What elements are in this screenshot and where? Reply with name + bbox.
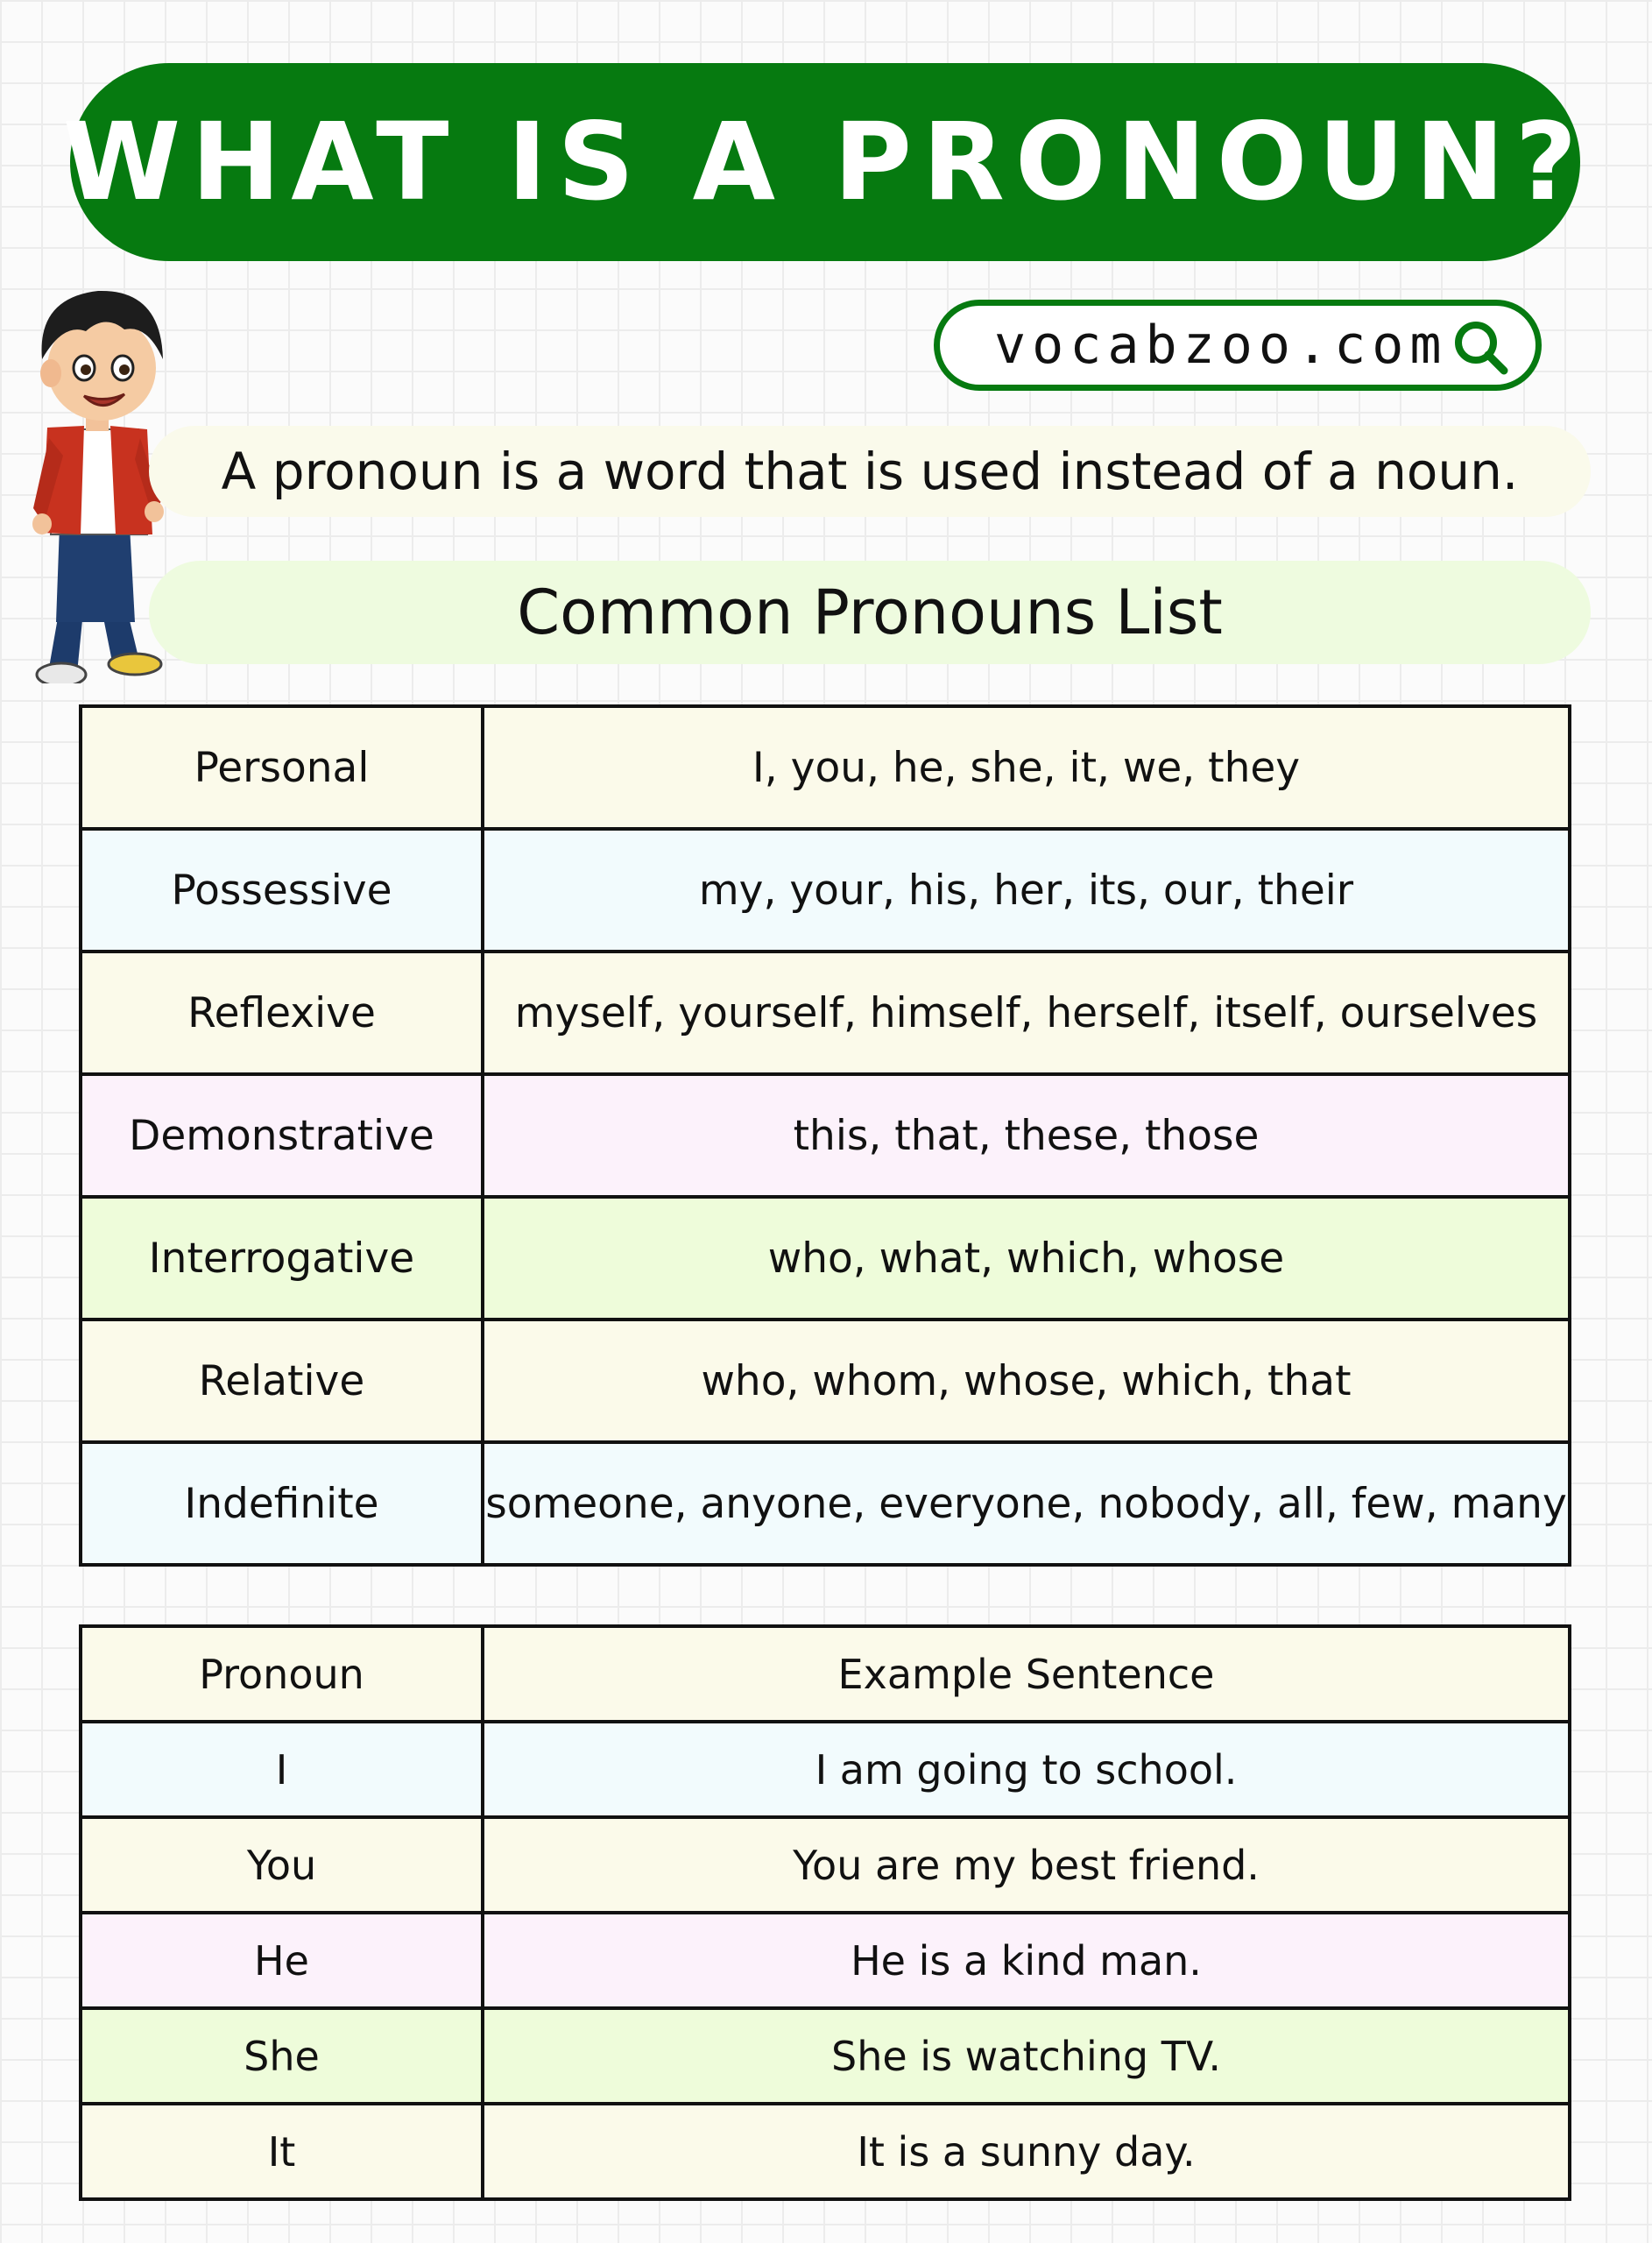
pronoun-examples-cell: who, whom, whose, which, that [483,1320,1570,1442]
sentence-cell: He is a kind man. [483,1913,1570,2008]
table-row [81,1074,1570,1197]
pronoun-type-cell: Interrogative [81,1197,483,1320]
page-title: WHAT IS A PRONOUN? [62,100,1588,224]
pronoun-type-cell: Indefinite [81,1442,483,1565]
table-row [81,1442,1570,1565]
table-header-row [81,1626,1570,1722]
pronoun-examples-cell: someone, anyone, everyone, nobody, all, few, many [483,1442,1570,1565]
site-url: vocabzoo.com [994,315,1448,376]
site-search-badge[interactable] [934,300,1542,391]
title-banner [62,63,1588,261]
pronoun-cell: She [81,2008,483,2104]
pronoun-type-cell: Personal [81,706,483,829]
example-sentences-table [79,1624,1571,2201]
pronoun-type-cell: Reflexive [81,952,483,1074]
pronoun-examples-cell: this, that, these, those [483,1074,1570,1197]
definition-text: A pronoun is a word that is used instead of a noun. [221,442,1519,501]
table-row [81,706,1570,829]
pronoun-examples-cell: who, what, which, whose [483,1197,1570,1320]
sentence-cell: You are my best friend. [483,1817,1570,1913]
sentence-cell: It is a sunny day. [483,2104,1570,2199]
definition-bar [149,426,1591,517]
pronoun-cell: He [81,1913,483,2008]
table-row [81,1197,1570,1320]
pronoun-examples-cell: myself, yourself, himself, herself, itself, ourselves [483,952,1570,1074]
table-row [81,1320,1570,1442]
pronoun-type-cell: Possessive [81,829,483,952]
table-row [81,1817,1570,1913]
table-row [81,2104,1570,2199]
search-icon [1451,318,1509,376]
pronoun-type-cell: Demonstrative [81,1074,483,1197]
table-row [81,952,1570,1074]
table-row [81,1913,1570,2008]
pronoun-cell: It [81,2104,483,2199]
pronoun-types-table [79,704,1571,1567]
pronoun-examples-cell: I, you, he, she, it, we, they [483,706,1570,829]
table-row [81,2008,1570,2104]
table-row [81,829,1570,952]
pronoun-cell: You [81,1817,483,1913]
column-header-example-sentence: Example Sentence [483,1626,1570,1722]
pronoun-type-cell: Relative [81,1320,483,1442]
subtitle-bar [149,561,1591,664]
section-subtitle: Common Pronouns List [517,577,1223,648]
pronoun-cell: I [81,1722,483,1817]
pronoun-examples-cell: my, your, his, her, its, our, their [483,829,1570,952]
table-row [81,1722,1570,1817]
sentence-cell: She is watching TV. [483,2008,1570,2104]
column-header-pronoun: Pronoun [81,1626,483,1722]
sentence-cell: I am going to school. [483,1722,1570,1817]
